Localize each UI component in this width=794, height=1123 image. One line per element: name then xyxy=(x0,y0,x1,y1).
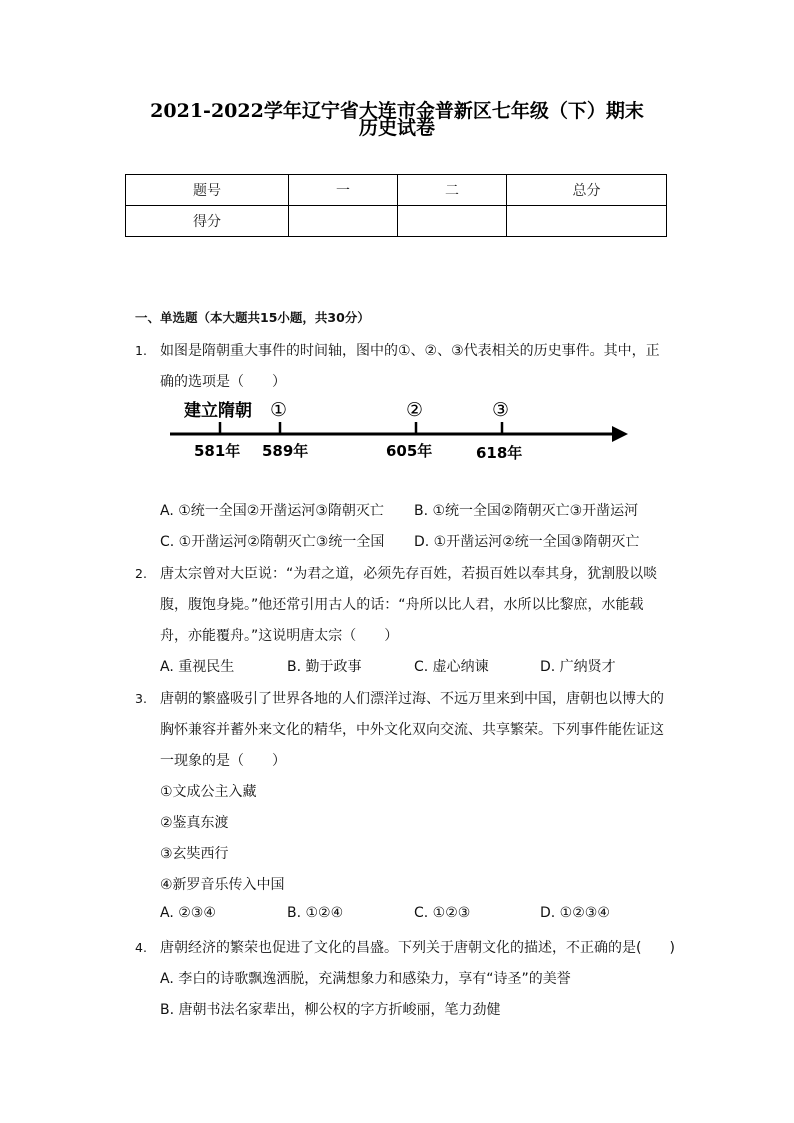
sui-dynasty-timeline xyxy=(160,396,640,476)
score-table-input-cell[interactable] xyxy=(398,206,507,237)
question-text: 腹，腹饱身毙。”他还常引用古人的话：“舟所以比人君，水所以比黎庶，水能载 xyxy=(160,597,644,613)
option-a[interactable]: A. 李白的诗歌飘逸洒脱，充满想象力和感染力，享有“诗圣”的美誉 xyxy=(160,971,571,987)
timeline-start-label: 建立隋朝 xyxy=(184,401,252,421)
score-table-score-row xyxy=(126,206,667,237)
timeline-year-label: 581年 xyxy=(194,442,241,460)
exam-title-line1: 2021-2022学年辽宁省大连市金普新区七年级（下）期末 xyxy=(150,100,644,122)
exam-title-line2: 历史试卷 xyxy=(358,117,435,139)
option-b[interactable]: B. 勤于政事 xyxy=(287,659,362,675)
timeline-year-label: 618年 xyxy=(476,444,523,462)
score-table-cell: 总分 xyxy=(507,175,667,206)
question-text: 确的选项是（ ） xyxy=(160,374,286,390)
statement-item: ②鉴真东渡 xyxy=(160,815,229,831)
timeline-marker-1: ① xyxy=(270,399,288,421)
option-b[interactable]: B. ①统一全国②隋朝灭亡③开凿运河 xyxy=(414,503,639,519)
timeline-year-label: 589年 xyxy=(262,442,309,460)
statement-item: ①文成公主入藏 xyxy=(160,784,257,800)
option-b[interactable]: B. 唐朝书法名家辈出，柳公权的字方折峻丽，笔力劲健 xyxy=(160,1002,501,1018)
question-number: 4. xyxy=(135,940,147,955)
option-c[interactable]: C. ①开凿运河②隋朝灭亡③统一全国 xyxy=(160,534,385,550)
score-table-input-cell[interactable] xyxy=(507,206,667,237)
score-table xyxy=(125,174,667,237)
question-number: 3. xyxy=(135,691,147,706)
score-table-cell: 二 xyxy=(398,175,507,206)
timeline-marker-2: ② xyxy=(406,399,424,421)
option-d[interactable]: D. 广纳贤才 xyxy=(540,659,616,675)
option-a[interactable]: A. ②③④ xyxy=(160,905,216,921)
question-number: 2. xyxy=(135,566,147,581)
question-text: 舟，亦能覆舟。”这说明唐太宗（ ） xyxy=(160,628,399,644)
option-d[interactable]: D. ①开凿运河②统一全国③隋朝灭亡 xyxy=(414,534,640,550)
statement-item: ③玄奘西行 xyxy=(160,846,229,862)
option-a[interactable]: A. 重视民生 xyxy=(160,659,235,675)
score-table-cell: 一 xyxy=(289,175,398,206)
question-text: 唐太宗曾对大臣说：“为君之道，必须先存百姓，若损百姓以奉其身，犹割股以啖 xyxy=(160,566,658,582)
question-text: 唐朝经济的繁荣也促进了文化的昌盛。下列关于唐朝文化的描述，不正确的是( ) xyxy=(160,940,675,956)
question-text: 一现象的是（ ） xyxy=(160,753,286,769)
timeline-arrow-icon xyxy=(612,426,628,442)
statement-item: ④新罗音乐传入中国 xyxy=(160,877,285,893)
option-d[interactable]: D. ①②③④ xyxy=(540,905,610,921)
score-table-input-cell[interactable] xyxy=(289,206,398,237)
question-number: 1. xyxy=(135,343,147,358)
section-title: 一、单选题（本大题共15小题，共30分） xyxy=(135,310,370,325)
option-a[interactable]: A. ①统一全国②开凿运河③隋朝灭亡 xyxy=(160,503,384,519)
option-c[interactable]: C. 虚心纳谏 xyxy=(414,659,489,675)
option-c[interactable]: C. ①②③ xyxy=(414,905,471,921)
timeline-marker-3: ③ xyxy=(492,399,510,421)
question-text: 如图是隋朝重大事件的时间轴，图中的①、②、③代表相关的历史事件。其中，正 xyxy=(160,343,660,359)
timeline-year-label: 605年 xyxy=(386,442,433,460)
question-text: 胸怀兼容并蓄外来文化的精华，中外文化双向交流、共享繁荣。下列事件能佐证这 xyxy=(160,722,664,738)
score-table-cell: 得分 xyxy=(126,206,289,237)
option-b[interactable]: B. ①②④ xyxy=(287,905,344,921)
score-table-header-row xyxy=(126,175,667,206)
score-table-cell: 题号 xyxy=(126,175,289,206)
question-text: 唐朝的繁盛吸引了世界各地的人们漂洋过海、不远万里来到中国，唐朝也以博大的 xyxy=(160,691,664,707)
